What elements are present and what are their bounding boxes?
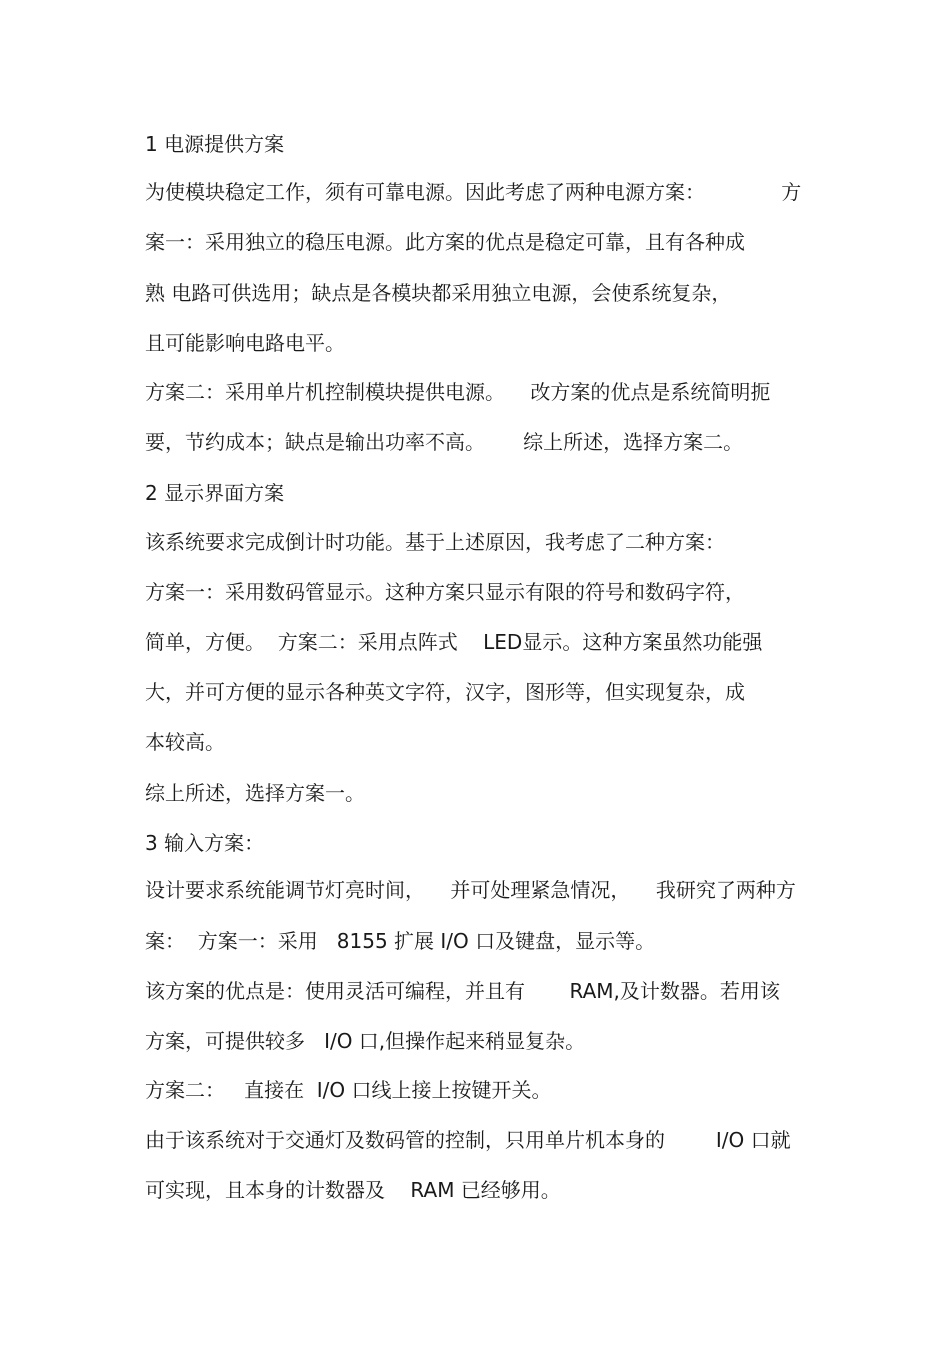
text-line: 设计要求系统能调节灯亮时间， 并可处理紧急情况， 我研究了两种方 xyxy=(145,878,796,902)
text-line: 综上所述，选择方案一。 xyxy=(145,781,365,805)
text-line: 方案二： 直接在 I/O 口线上接上按键开关。 xyxy=(145,1078,552,1102)
heading-input: 3 输入方案： xyxy=(145,831,265,855)
text-line: 方案二：采用单片机控制模块提供电源。 改方案的优点是系统简明扼 xyxy=(145,380,771,404)
text-line: 本较高。 xyxy=(145,730,225,754)
text-line: 可实现，且本身的计数器及 RAM 已经够用。 xyxy=(145,1178,561,1202)
text-line: 要，节约成本；缺点是输出功率不高。 综上所述，选择方案二。 xyxy=(145,430,744,454)
text-line: 熟 电路可供选用；缺点是各模块都采用独立电源，会使系统复杂， xyxy=(145,281,732,305)
text-line: 大，并可方便的显示各种英文字符，汉字，图形等，但实现复杂，成 xyxy=(145,680,745,704)
text-line: 简单，方便。 方案二：采用点阵式 LED显示。这种方案虽然功能强 xyxy=(145,630,763,654)
text-line: 方案，可提供较多 I/O 口,但操作起来稍显复杂。 xyxy=(145,1029,586,1053)
text-line: 为使模块稳定工作，须有可靠电源。因此考虑了两种电源方案： 方 xyxy=(145,180,802,204)
heading-power-supply: 1 电源提供方案 xyxy=(145,132,285,156)
text-line: 方案一：采用数码管显示。这种方案只显示有限的符号和数码字符， xyxy=(145,580,745,604)
text-line: 该系统要求完成倒计时功能。基于上述原因，我考虑了二种方案： xyxy=(145,530,725,554)
text-line: 案： 方案一：采用 8155 扩展 I/O 口及键盘，显示等。 xyxy=(145,929,656,953)
text-line: 该方案的优点是：使用灵活可编程，并且有 RAM,及计数器。若用该 xyxy=(145,979,780,1003)
text-line: 案一：采用独立的稳压电源。此方案的优点是稳定可靠，且有各种成 xyxy=(145,230,745,254)
heading-display: 2 显示界面方案 xyxy=(145,481,285,505)
text-line: 由于该系统对于交通灯及数码管的控制，只用单片机本身的 I/O 口就 xyxy=(145,1128,791,1152)
text-line: 且可能影响电路电平。 xyxy=(145,331,345,355)
